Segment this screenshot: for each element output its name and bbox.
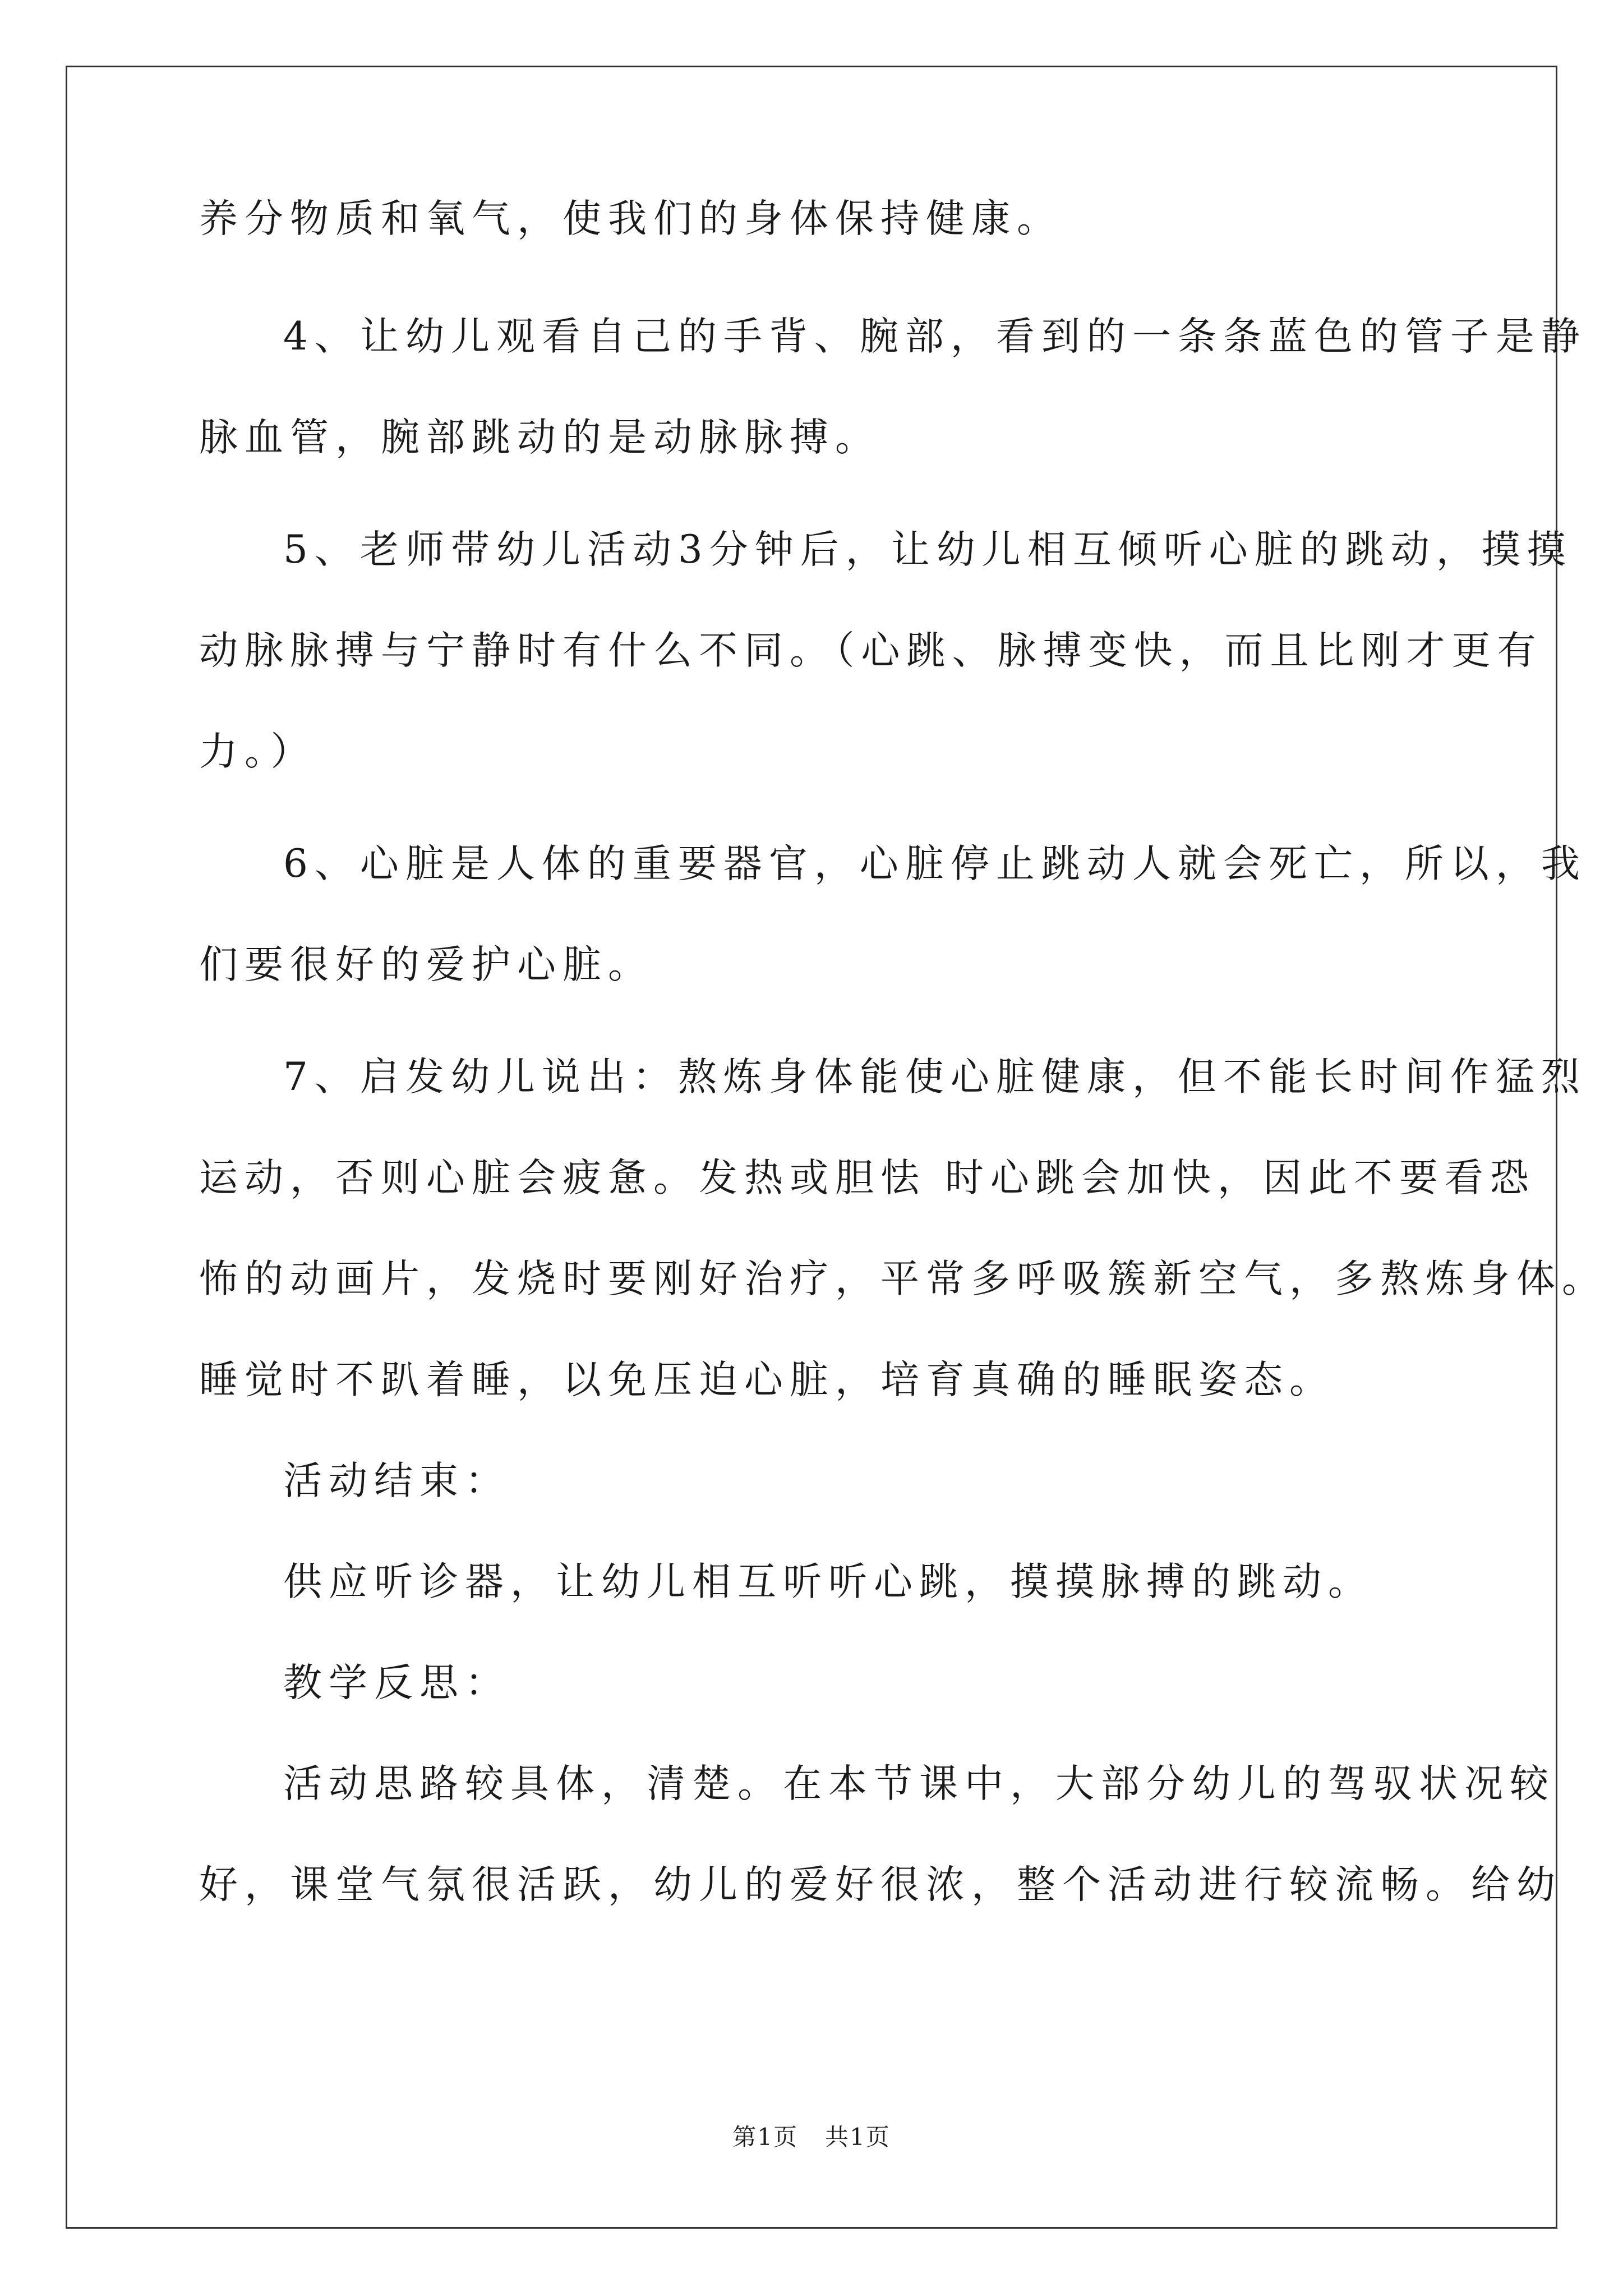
- paragraph-line: 好，课堂气氛很活跃，幼儿的爱好很浓，整个活动进行较流畅。给幼: [199, 1862, 1562, 1907]
- paragraph-line: 6、心脏是人体的重要器官，心脏停止跳动人就会死亡，所以，我: [283, 841, 1587, 886]
- paragraph-line: 4、让幼儿观看自己的手背、腕部，看到的一条条蓝色的管子是静: [283, 314, 1587, 359]
- section-heading: 活动结束：: [283, 1458, 510, 1503]
- paragraph-line: 怖的动画片，发烧时要刚好治疗，平常多呼吸簇新空气，多熬炼身体。: [199, 1257, 1607, 1301]
- paragraph-line: 养分物质和氧气，使我们的身体保持健康。: [199, 196, 1062, 241]
- paragraph-line: 活动思路较具体，清楚。在本节课中，大部分幼儿的驾驭状况较: [283, 1761, 1555, 1806]
- paragraph-line: 供应听诊器，让幼儿相互听听心跳，摸摸脉搏的跳动。: [283, 1559, 1373, 1604]
- paragraph-line: 动脉脉搏与宁静时有什么不同。（心跳、脉搏变快，而且比刚才更有: [199, 628, 1543, 673]
- paragraph-line: 脉血管，腕部跳动的是动脉脉搏。: [199, 415, 880, 460]
- page-number: 第1页: [732, 2123, 798, 2151]
- page-total: 共1页: [825, 2123, 891, 2151]
- paragraph-line: 睡觉时不趴着睡，以免压迫心脏，培育真确的睡眠姿态。: [199, 1358, 1335, 1402]
- paragraph-line: 们要很好的爱护心脏。: [199, 942, 653, 987]
- paragraph-line: 运动，否则心脏会疲惫。发热或胆怯 时心跳会加快，因此不要看恐: [199, 1156, 1536, 1200]
- paragraph-line: 力。）: [199, 729, 316, 774]
- paragraph-line: 5、老师带幼儿活动3分钟后，让幼儿相互倾听心脏的跳动，摸摸: [283, 527, 1573, 572]
- page-footer: [0, 2120, 1623, 2154]
- section-heading: 教学反思：: [283, 1660, 510, 1705]
- paragraph-line: 7、启发幼儿说出：熬炼身体能使心脏健康，但不能长时间作猛烈: [283, 1055, 1587, 1099]
